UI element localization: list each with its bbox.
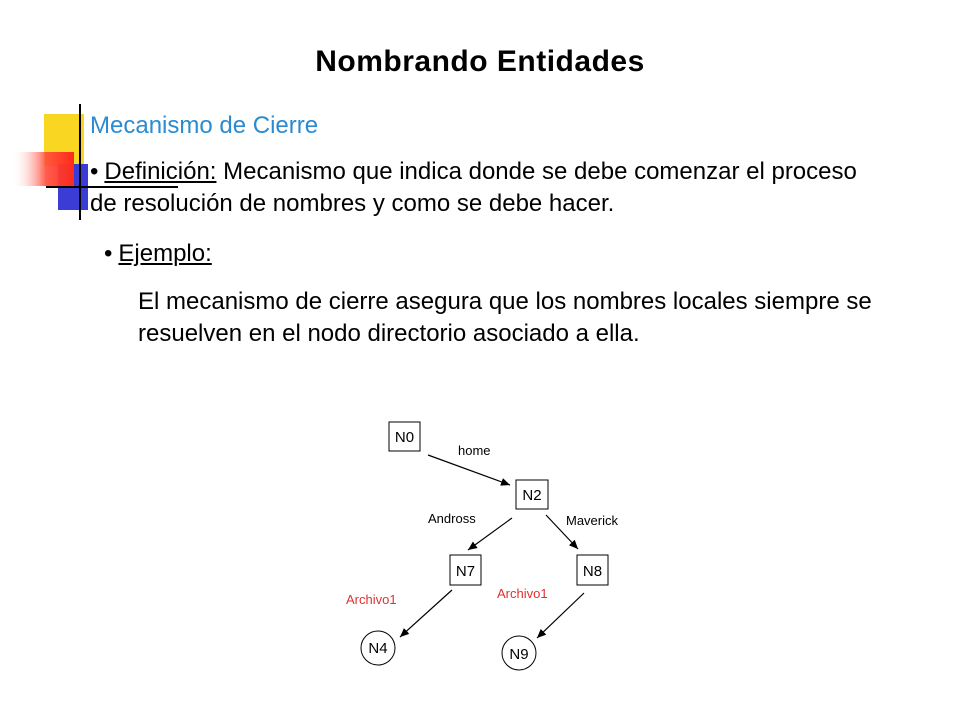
edge-label-home: home [458, 443, 491, 458]
example-bullet: • [104, 240, 113, 267]
node-n4-label: N4 [368, 640, 388, 657]
node-n4 [361, 631, 395, 665]
definition-text: Mecanismo que indica donde se debe comenzar el proceso de resolución de nombres y como se debe hacer. [90, 158, 857, 217]
definition-label: Definición: [104, 158, 217, 185]
node-n8-label: N8 [582, 563, 603, 580]
node-n9-label: N9 [509, 646, 529, 663]
edge-label-archivo1-left: Archivo1 [346, 592, 397, 607]
node-n2 [516, 480, 548, 509]
edge-home [428, 455, 510, 485]
example-label: Ejemplo: [118, 240, 212, 267]
slide-subtitle: Mecanismo de Cierre [90, 112, 319, 139]
node-n7 [450, 555, 481, 585]
definition-bullet: • [90, 158, 99, 185]
node-n8 [577, 555, 608, 585]
edge-label-andross: Andross [428, 511, 476, 526]
node-n7-label: N7 [455, 563, 476, 580]
node-n0 [389, 422, 420, 451]
edge-label-archivo1-right: Archivo1 [497, 586, 548, 601]
edge-label-maverick: Maverick [566, 513, 619, 528]
node-n9 [502, 636, 536, 670]
example-body-text: El mecanismo de cierre asegura que los nombres locales siempre se resuelven en el nodo directorio asociado a ella. [138, 288, 872, 347]
node-n2-label: N2 [522, 487, 542, 504]
node-n0-label: N0 [394, 429, 415, 446]
slide-title: Nombrando Entidades [315, 45, 645, 78]
edge-archivo1-left [400, 590, 452, 637]
